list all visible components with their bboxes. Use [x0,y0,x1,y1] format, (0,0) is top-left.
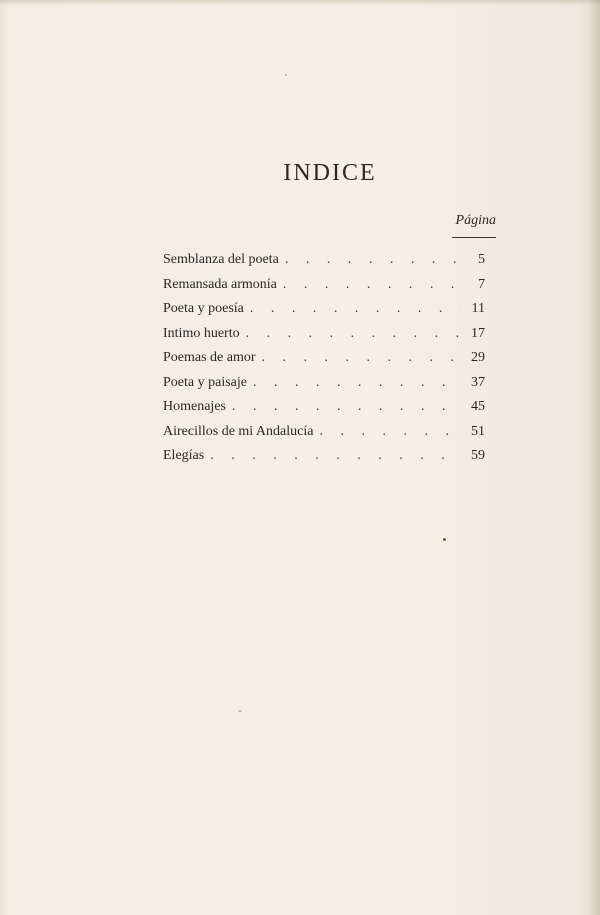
column-label-rule [452,237,496,238]
toc-leader-dots [204,448,461,464]
toc-entry [163,375,485,400]
toc-entry [163,399,485,424]
toc-entry-title: Poemas de amor [163,350,256,365]
toc-entry [163,448,485,473]
toc-entry-page: 37 [471,374,485,390]
toc-entry-page: 59 [471,448,485,463]
toc-entry-title: Homenajes [163,399,226,414]
toc-leader-dots [313,424,461,440]
page-right-edge [588,0,600,915]
toc-entry [163,252,485,277]
toc-leader-dots [226,399,461,415]
toc-entry-title: Elegías [163,448,205,463]
toc-leader-dots [247,375,461,391]
paper-speck [285,74,287,76]
toc-entry [163,277,485,302]
toc-leader-dots [256,350,461,366]
toc-entry [163,350,485,375]
table-of-contents [163,252,485,473]
toc-entry-title: Intimo huerto [163,325,240,341]
toc-entry-title: Airecillos de mi Andalucía [163,423,314,439]
toc-entry-title: Poeta y paisaje [163,374,247,390]
toc-entry-page: 17 [471,325,485,341]
toc-leader-dots [277,277,461,293]
toc-entry-title: Remansada armonía [163,276,277,292]
page-top-edge [0,0,600,6]
paper-speck [443,538,446,541]
toc-entry [163,326,485,351]
toc-leader-dots [240,326,461,342]
toc-entry-page: 11 [471,301,485,316]
toc-leader-dots [279,252,461,268]
toc-entry-title: Semblanza del poeta [163,252,279,267]
toc-entry-page: 7 [478,276,485,292]
toc-leader-dots [244,301,461,317]
toc-entry-page: 5 [478,252,485,267]
toc-entry-page: 29 [471,350,485,365]
index-heading: INDICE [283,160,377,186]
toc-entry [163,301,485,326]
toc-entry-title: Poeta y poesía [163,301,244,316]
toc-entry [163,424,485,449]
toc-entry-page: 45 [471,399,485,414]
toc-entry-page: 51 [471,423,485,439]
page-column-label: Página [455,213,496,228]
paper-speck [238,710,242,712]
